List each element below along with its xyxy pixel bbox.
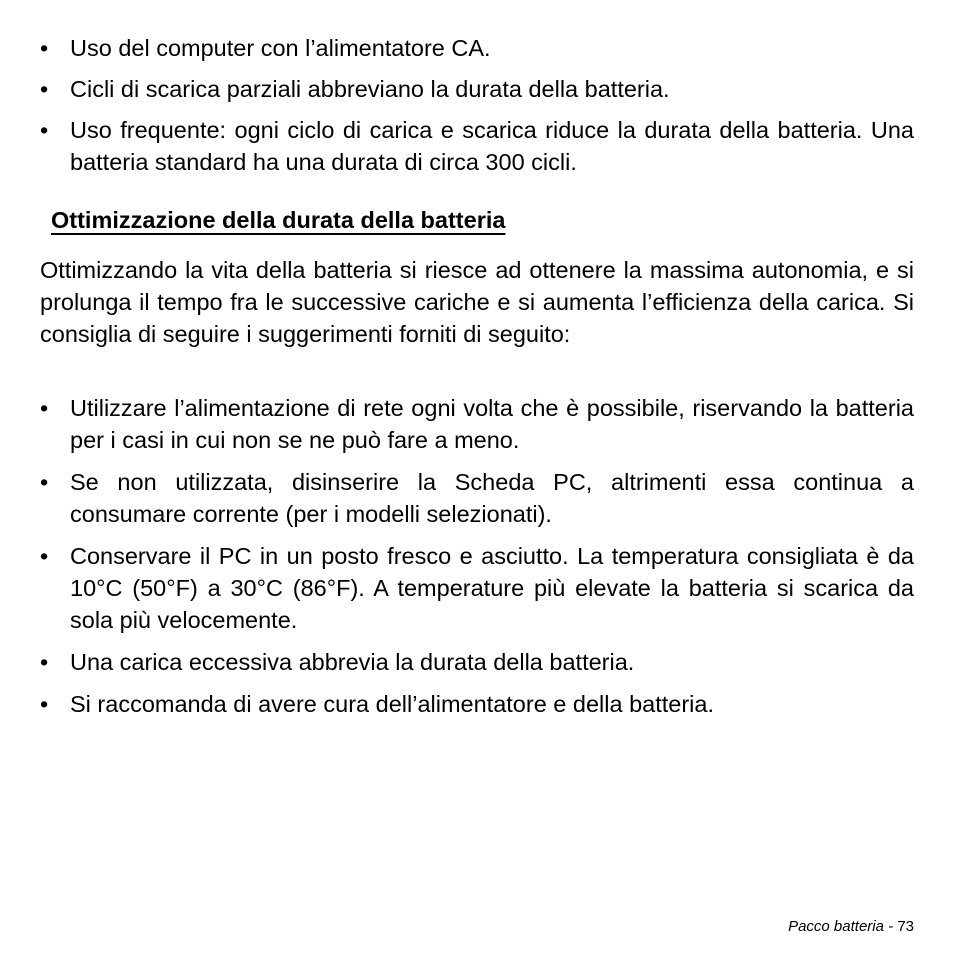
bullet-marker: • xyxy=(40,35,49,61)
list-item xyxy=(40,540,914,636)
section-heading: Ottimizzazione della durata della batteria xyxy=(51,207,506,233)
list-item xyxy=(40,392,914,456)
list-item-text: Se non utilizzata, disinserire la Scheda PC, altrimenti essa continua a consumare corrente (per i modelli selezionati). xyxy=(70,469,914,527)
list-item-text: Cicli di scarica parziali abbreviano la durata della batteria. xyxy=(70,76,670,102)
list-item-text: Si raccomanda di avere cura dell’alimentatore e della batteria. xyxy=(70,691,714,717)
battery-usage-list xyxy=(40,32,914,178)
list-item-text: Uso frequente: ogni ciclo di carica e scarica riduce la durata della batteria. Una batteria standard ha una durata di circa 300 cicli. xyxy=(70,117,914,175)
list-item xyxy=(40,32,914,64)
list-item xyxy=(40,646,914,678)
bullet-marker: • xyxy=(40,395,49,421)
list-item-text: Utilizzare l’alimentazione di rete ogni volta che è possibile, riservando la batteria per i casi in cui non se ne può fare a meno. xyxy=(70,395,914,453)
bullet-marker: • xyxy=(40,76,49,102)
list-item xyxy=(40,688,914,720)
page-footer xyxy=(788,917,914,937)
page-number: 73 xyxy=(897,918,914,935)
bullet-marker: • xyxy=(40,117,49,143)
intro-paragraph: Ottimizzando la vita della batteria si riesce ad ottenere la massima autonomia, e si prolunga il tempo fra le successive cariche e si aumenta l’efficienza della carica. Si consiglia di seguire i suggerimenti forniti di seguito: xyxy=(40,257,914,347)
tips-list xyxy=(40,392,914,730)
list-item-text: Uso del computer con l’alimentatore CA. xyxy=(70,35,491,61)
list-item xyxy=(40,73,914,105)
bullet-marker: • xyxy=(40,691,49,717)
bullet-marker: • xyxy=(40,469,49,495)
footer-section-label: Pacco batteria - xyxy=(788,918,894,935)
bullet-marker: • xyxy=(40,649,49,675)
list-item-text: Conservare il PC in un posto fresco e asciutto. La temperatura consigliata è da 10°C (50°F) a 30°C (86°F). A temperature più elevate la batteria si scarica da sola più velocemente. xyxy=(70,543,914,633)
bullet-marker: • xyxy=(40,543,49,569)
list-item xyxy=(40,114,914,178)
list-item xyxy=(40,466,914,530)
list-item-text: Una carica eccessiva abbrevia la durata della batteria. xyxy=(70,649,635,675)
